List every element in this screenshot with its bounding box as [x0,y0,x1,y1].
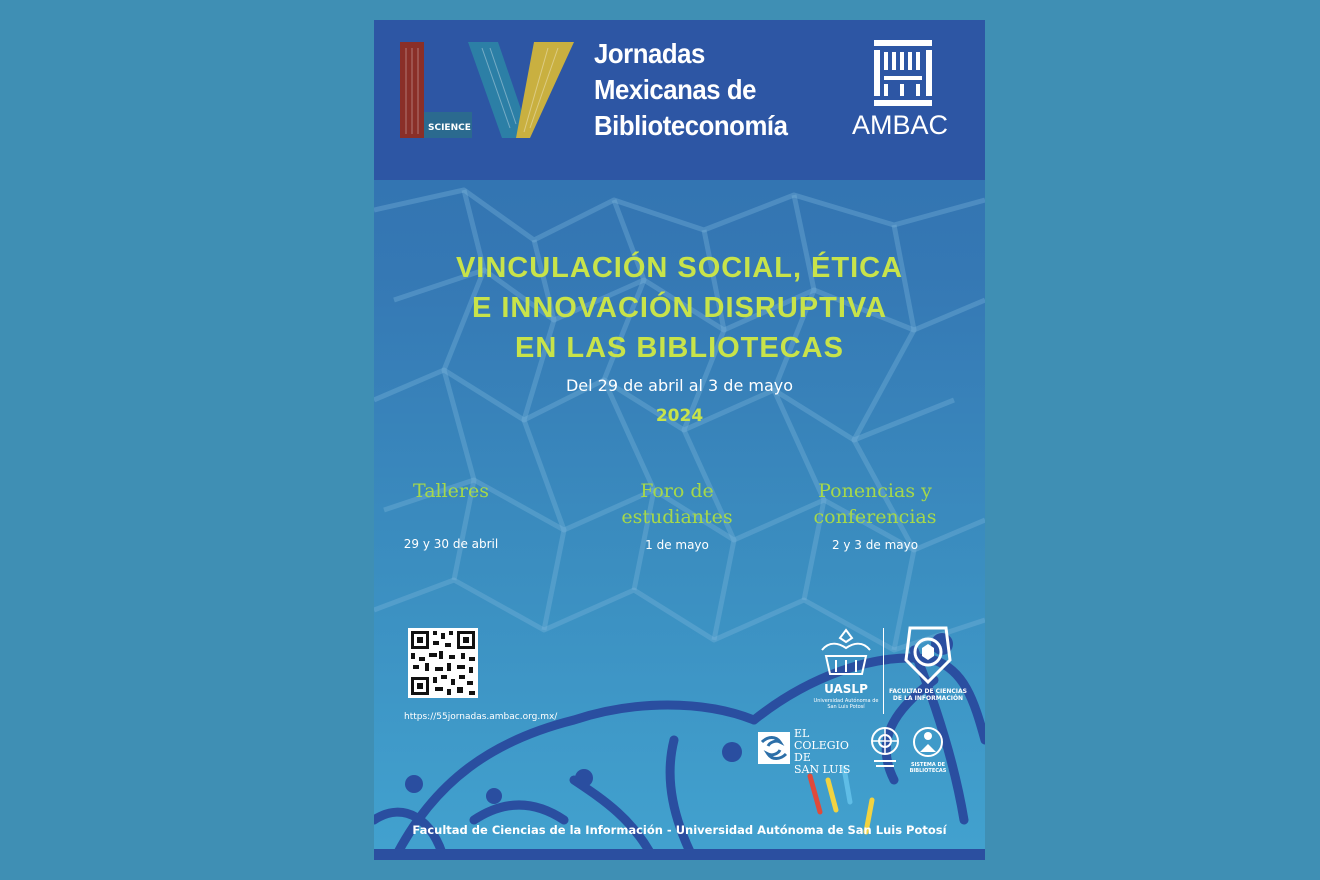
sistema-bibliotecas-logo [908,726,948,772]
event-date: 29 y 30 de abril [403,537,499,551]
bottom-band [374,849,985,860]
event-talleres [374,478,536,551]
event-title: Ponencias y conferencias [813,480,937,528]
colegio-name [794,728,850,776]
uaslp-name: UASLP [824,682,868,696]
colegio-line: DE [794,751,811,764]
conference-title-line: Mexicanas de [594,74,757,105]
ambac-logo [840,38,960,148]
colegio-line: EL [794,727,810,740]
fci-name: FACULTAD DE CIENCIAS DE LA INFORMACIÓN [888,688,968,702]
circular-seal-icon [870,726,900,770]
event-foro [592,478,762,552]
event-title: Talleres [413,480,489,502]
event-ponencias [790,478,960,552]
ambac-emblem-icon [870,38,936,108]
event-date: 2 y 3 de mayo [831,538,919,552]
shield-icon [888,624,968,686]
logo-divider [883,628,884,714]
uaslp-subtitle: Universidad Autónoma de San Luis Potosí [813,698,879,710]
wave-emblem-icon [758,732,790,764]
fci-logo [888,624,968,716]
conference-title-line: Jornadas [594,38,705,69]
ambac-name: AMBAC [851,110,949,140]
lv-logo [398,38,576,142]
event-date: 1 de mayo [645,538,709,552]
event-title: Foro de estudiantes [621,480,733,528]
colegio-line: COLEGIO [794,739,849,752]
event-dates: Del 29 de abril al 3 de mayo [565,376,794,395]
book-person-icon [908,726,948,760]
event-year: 2024 [655,406,704,426]
conference-title-line: Biblioteconomía [594,110,788,141]
event-poster [374,20,985,860]
main-title-line: VINCULACIÓN SOCIAL, ÉTICA [455,252,904,284]
main-title [414,248,945,368]
qr-code-icon[interactable] [408,628,478,698]
colegio-line: SAN LUIS [794,763,851,776]
uaslp-logo [812,626,880,716]
main-title-line: EN LAS BIBLIOTECAS [515,332,844,364]
lv-logo-word: SCIENCE [428,123,471,133]
colegio-san-luis-logo [758,727,860,776]
eagle-crest-icon [812,626,880,680]
sistema-name: SISTEMA DE BIBLIOTECAS [909,762,947,774]
poster-header [374,20,985,180]
website-link[interactable]: https://55jornadas.ambac.org.mx/ [404,712,558,722]
footer-text: Facultad de Ciencias de la Información - Universidad Autónoma de San Luis Potosí [412,823,947,837]
conference-title [594,36,815,144]
main-title-line: E INNOVACIÓN DISRUPTIVA [471,292,888,324]
